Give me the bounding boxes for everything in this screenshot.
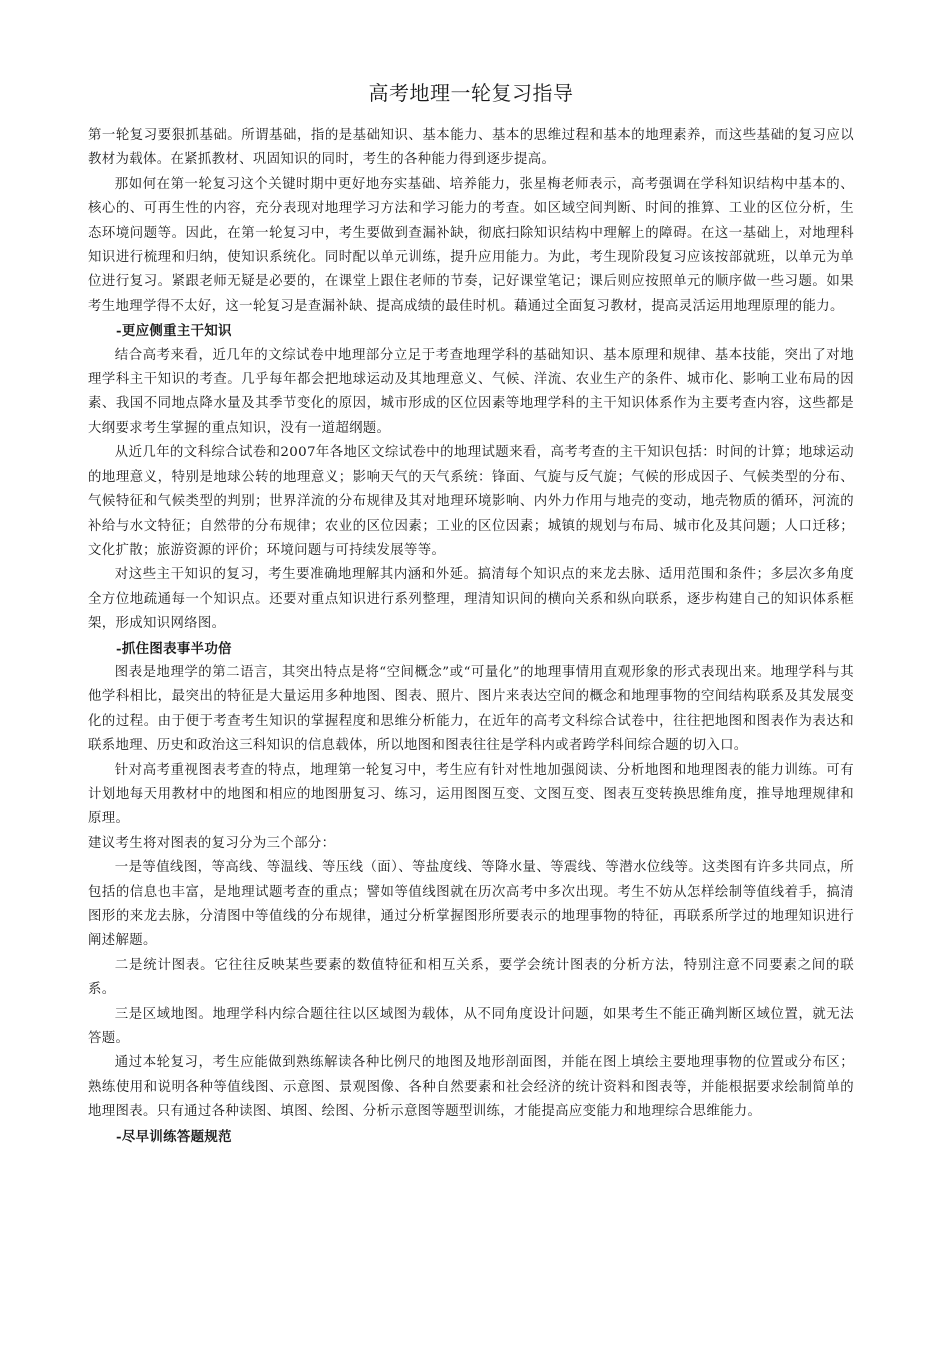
paragraph-intro: 第一轮复习要狠抓基础。所谓基础，指的是基础知识、基本能力、基本的思维过程和基本的地理素养，而这些基础的复习应以教材为载体。在紧抓教材、巩固知识的同时，考生的各种能力得到逐步提高。 [88,128,854,168]
section-heading-core-knowledge: -更应侧重主干知识 [116,323,232,340]
paragraph-charts-language: 图表是地理学的第二语言，其突出特点是将“空间概念”或“可量化”的地理事情用直观形象的形式表现出来。地理学科与其他学科相比，最突出的特征是大量运用多种地图、图表、照片、图片来表达空间的概念和地理事物的空间结构联系及其发展变化的过程。由于便于考查考生知识的掌握程度和思维分析能力，在近年的高考文科综合试卷中，往往把地图和图表作为表达和联系地理、历史和政治这三科知识的信息载体，所以地图和图表往往是学科内或者跨学科间综合题的切入口。 [88,664,854,754]
document-page [88,78,854,1149]
paragraph-review-goals: 通过本轮复习，考生应能做到熟练解读各种比例尺的地图及地形剖面图，并能在图上填绘主要地理事物的位置或分布区；熟练使用和说明各种等值线图、示意图、景观图像、各种自然要素和社会经济的统计资料和图表等，并能根据要求绘制简单的地理图表。只有通过各种读图、填图、绘图、分析示意图等题型训练，才能提高应变能力和地理综合思维能力。 [88,1055,854,1120]
paragraph-first-round-method: 那如何在第一轮复习这个关键时期中更好地夯实基础、培养能力，张星梅老师表示，高考强调在学科知识结构中基本的、核心的、可再生性的内容，充分表现对地理学习方法和学习能力的考查。如区域空间判断、时间的推算、工业的区位分析，生态环境问题等。因此，在第一轮复习中，考生要做到查漏补缺，彻底扫除知识结构中理解上的障碍。在这一基础上，对地理科知识进行梳理和归纳，使知识系统化。同时配以单元训练，提升应用能力。为此，考生现阶段复习应该按部就班，以单元为单位进行复习。紧跟老师无疑是必要的，在课堂上跟住老师的节奏，记好课堂笔记；课后则应按照单元的顺序做一些习题。如果考生地理学得不太好，这一轮复习是查漏补缺、提高成绩的最佳时机。藉通过全面复习教材，提高灵活运用地理原理的能力。 [88,176,854,314]
section-heading-answer-standards: -尽早训练答题规范 [116,1128,232,1145]
paragraph-core-knowledge-review: 对这些主干知识的复习，考生要准确地理解其内涵和外延。搞清每个知识点的来龙去脉、适用范围和条件；多层次多角度全方位地疏通每一个知识点。还要对重点知识进行系列整理，理清知识间的横向关系和纵向联系，逐步构建自己的知识体系框架，形成知识网络图。 [88,567,854,632]
document-title: 高考地理一轮复习指导 [368,81,574,105]
paragraph-statistical-charts: 二是统计图表。它往往反映某些要素的数值特征和相互关系，要学会统计图表的分析方法，特别注意不同要素之间的联系。 [88,957,854,998]
paragraph-core-knowledge-list: 从近几年的文科综合试卷和2007年各地区文综试卷中的地理试题来看，高考考查的主干知识包括：时间的计算；地球运动的地理意义，特别是地球公转的地理意义；影响天气的天气系统：锋面、气旋与反气旋；气候的形成因子、气候类型的分布、气候特征和气候类型的判别；世界洋流的分布规律及其对地理环境影响、内外力作用与地壳的变动，地壳物质的循环，河流的补给与水文特征；自然带的分布规律；农业的区位因素；工业的区位因素；城镇的规划与布局、城市化及其问题；人口迁移；文化扩散；旅游资源的评价；环境问题与可持续发展等等。 [88,445,854,558]
paragraph-regional-maps: 三是区域地图。地理学科内综合题往往以区域图为载体，从不同角度设计问题，如果考生不能正确判断区域位置，就无法答题。 [88,1006,854,1047]
paragraph-charts-three-parts: 建议考生将对图表的复习分为三个部分： [88,835,336,851]
paragraph-charts-training: 针对高考重视图表考查的特点，地理第一轮复习中，考生应有针对性地加强阅读、分析地图和地理图表的能力训练。可有计划地每天用教材中的地图和相应的地图册复习、练习，运用图图互变、文图互变、图表互变转换思维角度，推导地理规律和原理。 [88,762,854,827]
section-heading-charts: -抓住图表事半功倍 [116,640,232,657]
paragraph-core-knowledge-exam: 结合高考来看，近几年的文综试卷中地理部分立足于考查地理学科的基础知识、基本原理和规律、基本技能，突出了对地理学科主干知识的考查。几乎每年都会把地球运动及其地理意义、气候、洋流、农业生产的条件、城市化、影响工业布局的因素、我国不同地点降水量及其季节变化的原因，城市形成的区位因素等地理学科的主干知识体系作为主要考查内容，这些都是大纲要求考生掌握的重点知识，没有一道超纲题。 [88,347,854,436]
paragraph-isoline-maps: 一是等值线图，等高线、等温线、等压线（面）、等盐度线、等降水量、等震线、等潜水位线等。这类图有许多共同点，所包括的信息也丰富，是地理试题考查的重点；譬如等值线图就在历次高考中多次出现。考生不妨从怎样绘制等值线着手，搞清图形的来龙去脉，分清图中等值线的分布规律，通过分析掌握图形所要表示的地理事物的特征，再联系所学过的地理知识进行阐述解题。 [88,860,854,949]
